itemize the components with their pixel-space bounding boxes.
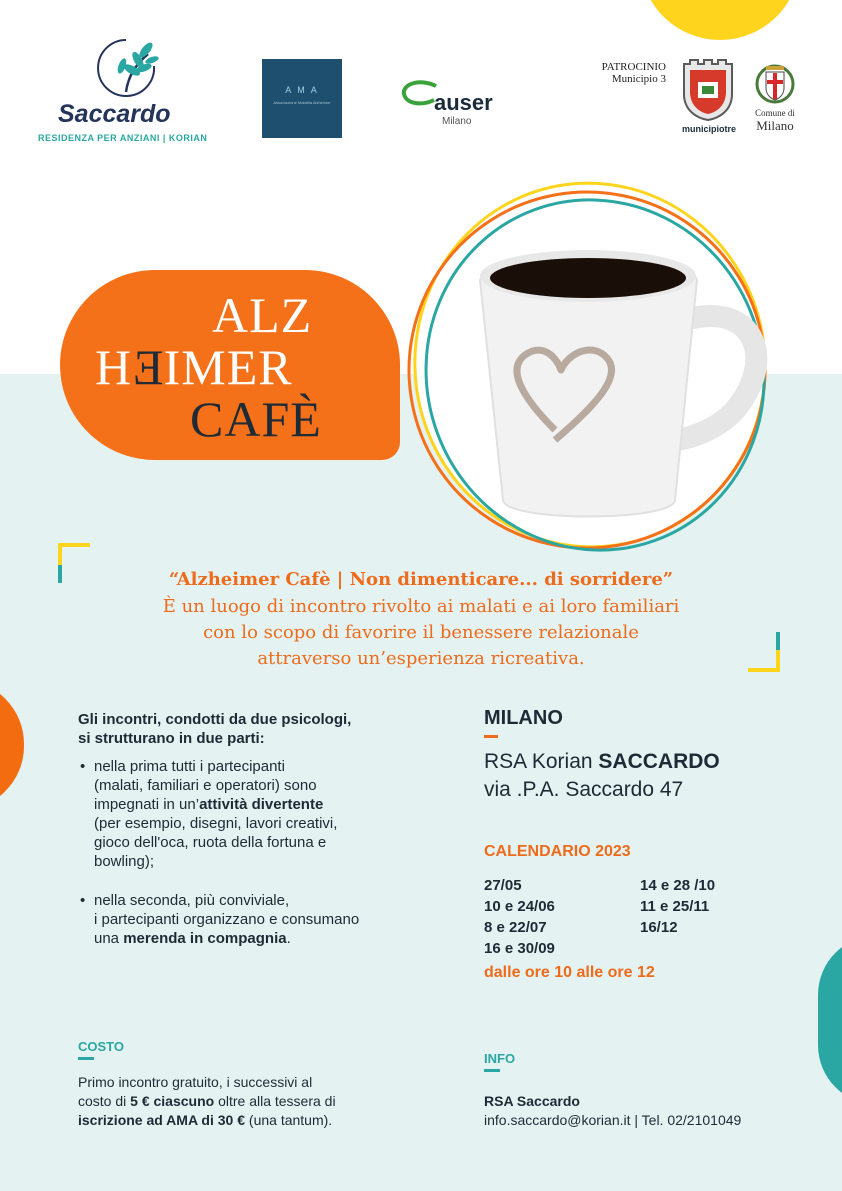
info-contact: info.saccardo@korian.it | Tel. 02/2101049 <box>484 1112 742 1128</box>
costo-line1: Primo incontro gratuito, i successivi al <box>78 1074 313 1090</box>
bullet-item-second <box>80 891 434 948</box>
ama-logo <box>262 59 342 138</box>
costo-separator <box>78 1057 94 1060</box>
bullet1-line4: (per esempio, disegni, lavori creativi, <box>94 815 338 832</box>
bullet-item-first <box>80 757 434 871</box>
bullet1-line3-text: impegnati in un’ <box>94 796 200 813</box>
calendar-column-1 <box>484 875 555 959</box>
calendar-date: 16/12 <box>640 919 678 936</box>
city-heading: MILANO <box>484 707 563 729</box>
auser-logo <box>400 80 510 130</box>
hero-letters-imer: IMER <box>163 339 293 395</box>
calendar-date: 14 e 28 /10 <box>640 877 716 894</box>
auser-name: auser <box>434 90 493 115</box>
calendar-column-2 <box>640 875 715 938</box>
patrocinio-line2: Municipio 3 <box>611 73 666 85</box>
comune-line1: Comune di <box>755 108 795 118</box>
municipio-crest <box>676 58 742 138</box>
municipio-shield-icon <box>680 58 736 122</box>
venue-name <box>484 750 720 774</box>
bullet-dot: • <box>80 892 86 909</box>
venue-prefix: RSA Korian <box>484 750 599 773</box>
costo-label: COSTO <box>78 1039 124 1054</box>
costo-line2 <box>78 1092 336 1111</box>
venue-name-bold: SACCARDO <box>598 750 720 773</box>
calendar-date: 8 e 22/07 <box>484 919 547 936</box>
info-name: RSA Saccardo <box>484 1093 580 1109</box>
municipio-label: municipiotre <box>681 124 736 134</box>
costo-line3-b: (una tantum). <box>245 1112 333 1128</box>
bullet2-line3 <box>94 929 434 948</box>
costo-text <box>78 1073 336 1130</box>
bullet1-line3 <box>94 795 434 814</box>
hero-letter-h: H <box>95 339 133 395</box>
bullet2-line1: nella seconda, più conviviale, <box>94 892 290 909</box>
intro-heading-line2: si strutturano in due parti: <box>78 730 265 747</box>
quote-line1: “Alzheimer Cafè | Non dimenticare... di sorridere” <box>168 569 674 590</box>
olive-branch-icon <box>86 36 166 98</box>
hero-title-line3: CAFÈ <box>190 391 322 447</box>
calendar-date: 11 e 25/11 <box>640 898 710 915</box>
calendar-title: CALENDARIO 2023 <box>484 843 631 860</box>
costo-line2-a: costo di <box>78 1093 131 1109</box>
bullet2-line2: i partecipanti organizzano e consumano <box>94 911 360 928</box>
city-separator <box>484 735 498 738</box>
bullet2-line3-text: una <box>94 930 124 947</box>
intro-heading <box>78 710 351 748</box>
hero-title-line2 <box>95 339 293 395</box>
bullet1-line1: nella prima tutti i partecipanti <box>94 758 285 775</box>
comune-milano-crest <box>750 60 800 140</box>
bullet1-line2: (malati, familiari e operatori) sono <box>94 777 317 794</box>
quote-line4: attraverso un’esperienza ricreativa. <box>257 648 585 669</box>
costo-line3 <box>78 1111 336 1130</box>
saccardo-tagline: RESIDENZA PER ANZIANI | KORIAN <box>38 133 208 143</box>
coffee-cup-illustration <box>385 170 785 570</box>
patrocinio-label <box>596 61 666 85</box>
bullet1-line3-bold: attività divertente <box>199 796 324 813</box>
hero-mirrored-e: E <box>132 339 164 395</box>
costo-line2-bold: 5 € ciascuno <box>130 1093 215 1109</box>
calendar-date: 27/05 <box>484 877 522 894</box>
saccardo-logo <box>38 36 218 146</box>
bullet2-line3-end: . <box>286 930 291 947</box>
bullet1-line5: gioco dell'oca, ruota della fortuna e <box>94 834 327 851</box>
milano-coat-of-arms-icon <box>754 60 796 104</box>
comune-line2: Milano <box>756 118 794 133</box>
info-label: INFO <box>484 1051 516 1066</box>
ama-letters: A M A <box>285 85 319 95</box>
calendar-date: 16 e 30/09 <box>484 940 555 957</box>
quote-line2: È un luogo di incontro rivolto ai malati e ai loro familiari <box>162 596 680 617</box>
ama-subtitle: Associazione Malattia Alzheimer <box>273 100 331 105</box>
costo-line3-bold: iscrizione ad AMA di 30 € <box>78 1112 246 1128</box>
calendar-hours: dalle ore 10 alle ore 12 <box>484 964 655 981</box>
bullet1-line6: bowling); <box>94 853 155 870</box>
saccardo-name: Saccardo <box>58 100 171 128</box>
venue-address: via .P.A. Saccardo 47 <box>484 778 684 801</box>
bullet-dot: • <box>80 758 86 775</box>
costo-line2-c: oltre alla tessera di <box>214 1093 336 1109</box>
patrocinio-line1: PATROCINIO <box>601 61 666 73</box>
hero-title-line1: ALZ <box>212 287 313 343</box>
decorative-yellow-shape <box>640 0 800 40</box>
intro-heading-line1: Gli incontri, condotti da due psicologi, <box>78 711 352 728</box>
info-separator <box>484 1069 500 1072</box>
quote-line3: con lo scopo di favorire il benessere relazionale <box>203 622 639 643</box>
bullet2-line3-bold: merenda in compagnia <box>123 930 287 947</box>
calendar-date: 10 e 24/06 <box>484 898 555 915</box>
auser-subtitle: Milano <box>442 116 472 127</box>
